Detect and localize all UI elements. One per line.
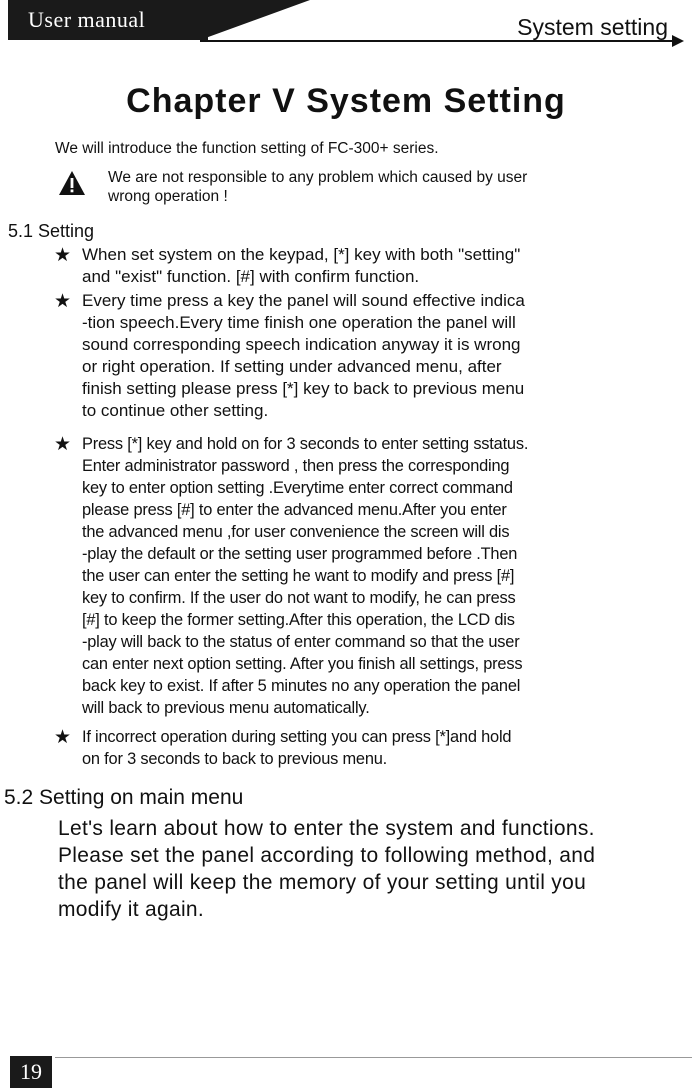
item-line: If incorrect operation during setting you can press [*]and hold [82, 728, 512, 746]
item-line: finish setting please press [*] key to back to previous menu [82, 379, 525, 398]
star-bullet-icon: ★ [54, 245, 72, 266]
section-5-2-paragraph [58, 815, 668, 923]
item-line: back key to exist. If after 5 minutes no any operation the panel [82, 677, 521, 695]
intro-text: We will introduce the function setting of FC-300+ series. [55, 140, 439, 157]
item-line: When set system on the keypad, [*] key with both "setting" [82, 245, 521, 264]
item-line: will back to previous menu automatically. [82, 699, 370, 717]
bullet-item [82, 433, 677, 719]
item-line: to continue other setting. [82, 401, 269, 420]
item-line: or right operation. If setting under advanced menu, after [82, 357, 502, 376]
item-line: key to enter option setting .Everytime enter correct command [82, 479, 513, 497]
item-line: and "exist" function. [#] with confirm function. [82, 267, 420, 286]
section-label: System setting [517, 14, 668, 40]
page-number: 19 [10, 1056, 52, 1088]
warning-text [108, 168, 668, 206]
footer-rule [55, 1057, 692, 1058]
para-line: modify it again. [58, 898, 205, 921]
item-line: the user can enter the setting he want to modify and press [#] [82, 567, 515, 585]
para-line: Please set the panel according to following method, and [58, 844, 596, 867]
warning-icon [58, 170, 86, 196]
para-line: the panel will keep the memory of your setting until you [58, 871, 587, 894]
item-line: on for 3 seconds to back to previous menu. [82, 750, 388, 768]
warning-line: We are not responsible to any problem which caused by user [108, 169, 528, 186]
bullet-item [82, 290, 677, 422]
star-bullet-icon: ★ [54, 727, 72, 748]
item-line: -tion speech.Every time finish one operation the panel will [82, 313, 516, 332]
warning-line: wrong operation ! [108, 188, 228, 205]
item-line: can enter next option setting. After you finish all settings, press [82, 655, 523, 673]
star-bullet-icon: ★ [54, 434, 72, 455]
item-line: Every time press a key the panel will sound effective indica [82, 291, 525, 310]
section-5-2-heading: 5.2 Setting on main menu [4, 786, 244, 809]
item-line: key to confirm. If the user do not want to modify, he can press [82, 589, 516, 607]
item-line: -play will back to the status of enter command so that the user [82, 633, 520, 651]
item-line: Enter administrator password , then press the corresponding [82, 457, 510, 475]
manual-label: User manual [28, 7, 146, 32]
item-line: -play the default or the setting user programmed before .Then [82, 545, 518, 563]
item-line: sound corresponding speech indication anyway it is wrong [82, 335, 521, 354]
section-5-1-heading: 5.1 Setting [8, 221, 95, 241]
item-line: please press [#] to enter the advanced menu.After you enter [82, 501, 507, 519]
item-line: Press [*] key and hold on for 3 seconds to enter setting sstatus. [82, 435, 529, 453]
item-line: the advanced menu ,for user convenience the screen will dis [82, 523, 510, 541]
arrow-right-icon [672, 35, 684, 47]
para-line: Let's learn about how to enter the system and functions. [58, 817, 595, 840]
item-line: [#] to keep the former setting.After this operation, the LCD dis [82, 611, 515, 629]
header-tab-wedge [200, 0, 310, 40]
bullet-item [82, 726, 677, 770]
chapter-title: Chapter V System Setting [126, 82, 566, 120]
star-bullet-icon: ★ [54, 291, 72, 312]
bullet-item [82, 244, 677, 288]
